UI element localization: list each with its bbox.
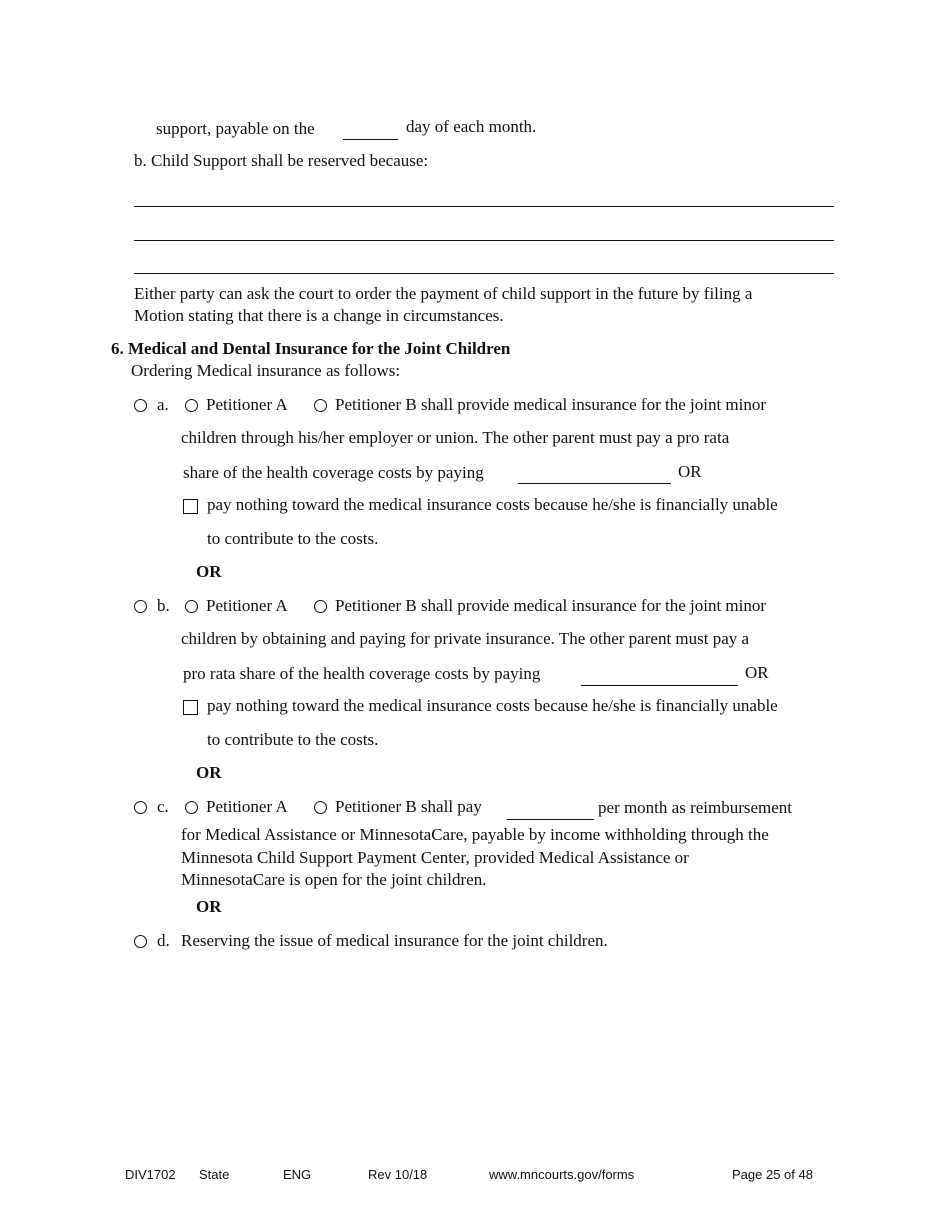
future-support-notice-line-2: Motion stating that there is a change in circumstances. (134, 306, 504, 325)
or-separator-2: OR (196, 763, 222, 782)
option-a-petitioner-a-radio[interactable] (185, 399, 198, 412)
option-b-line-3: pro rata share of the health coverage costs by paying (183, 664, 541, 683)
section-6-heading: 6. Medical and Dental Insurance for the Joint Children (111, 339, 511, 358)
option-c-line-3: Minnesota Child Support Payment Center, provided Medical Assistance or (181, 848, 689, 867)
reserved-reason-line-3[interactable] (134, 273, 834, 274)
option-b-petitioner-b-text: Petitioner B shall provide medical insurance for the joint minor (335, 596, 767, 615)
option-a-or-inline: OR (678, 462, 702, 481)
reserved-reason-line-1[interactable] (134, 206, 834, 207)
option-b-line-2: children by obtaining and paying for private insurance. The other parent must pay a (181, 629, 750, 648)
option-a-letter: a. (157, 395, 169, 414)
section-6-intro: Ordering Medical insurance as follows: (131, 361, 401, 380)
future-support-notice-line-1: Either party can ask the court to order the payment of child support in the future by filing a (134, 284, 753, 303)
option-a-line-2: children through his/her employer or union. The other parent must pay a pro rata (181, 428, 730, 447)
option-b-petitioner-a-radio[interactable] (185, 600, 198, 613)
or-separator-3: OR (196, 897, 222, 916)
footer-form-id: DIV1702 (125, 1167, 176, 1182)
footer-state: State (199, 1167, 230, 1182)
footer-page-number: Page 25 of 48 (732, 1167, 813, 1182)
option-b-petitioner-b-radio[interactable] (314, 600, 327, 613)
reserved-reason-line-2[interactable] (134, 240, 834, 241)
or-separator-1: OR (196, 562, 222, 581)
option-c-line-4: MinnesotaCare is open for the joint children. (181, 870, 487, 889)
option-c-radio[interactable] (134, 801, 147, 814)
option-c-per-month-text: per month as reimbursement (598, 798, 793, 817)
option-b-amount-field[interactable] (581, 685, 738, 686)
option-a-petitioner-a-label: Petitioner A (206, 395, 288, 414)
option-d-letter: d. (157, 931, 170, 950)
option-c-petitioner-b-radio[interactable] (314, 801, 327, 814)
option-a-petitioner-b-text: Petitioner B shall provide medical insurance for the joint minor (335, 395, 767, 414)
option-a-line-3: share of the health coverage costs by paying (183, 463, 484, 482)
option-b-pay-nothing-line-1: pay nothing toward the medical insurance costs because he/she is financially unable (207, 696, 778, 715)
option-b-radio[interactable] (134, 600, 147, 613)
option-a-petitioner-b-radio[interactable] (314, 399, 327, 412)
footer-url-link[interactable]: www.mncourts.gov/forms (489, 1167, 635, 1182)
option-d-text: Reserving the issue of medical insurance for the joint children. (181, 931, 608, 950)
child-support-reserved-label: b. Child Support shall be reserved because: (134, 151, 429, 170)
option-a-amount-field[interactable] (518, 483, 671, 484)
option-b-pay-nothing-checkbox[interactable] (183, 700, 198, 715)
day-of-month-text: day of each month. (406, 117, 537, 136)
option-c-petitioner-a-radio[interactable] (185, 801, 198, 814)
option-c-petitioner-a-label: Petitioner A (206, 797, 288, 816)
option-c-petitioner-b-text: Petitioner B shall pay (335, 797, 482, 816)
option-b-petitioner-a-label: Petitioner A (206, 596, 288, 615)
option-d-radio[interactable] (134, 935, 147, 948)
option-b-pay-nothing-line-2: to contribute to the costs. (207, 730, 379, 749)
option-a-pay-nothing-line-1: pay nothing toward the medical insurance costs because he/she is financially unable (207, 495, 778, 514)
footer-language: ENG (283, 1167, 312, 1182)
option-c-letter: c. (157, 797, 169, 816)
option-a-radio[interactable] (134, 399, 147, 412)
support-payable-text: support, payable on the (156, 119, 315, 138)
option-c-line-2: for Medical Assistance or MinnesotaCare, payable by income withholding through the (181, 825, 769, 844)
option-a-pay-nothing-checkbox[interactable] (183, 499, 198, 514)
option-b-letter: b. (157, 596, 170, 615)
footer-revision: Rev 10/18 (368, 1167, 428, 1182)
option-c-amount-field[interactable] (507, 819, 594, 820)
option-b-or-inline: OR (745, 663, 769, 682)
option-a-pay-nothing-line-2: to contribute to the costs. (207, 529, 379, 548)
payment-day-field[interactable] (343, 139, 398, 140)
